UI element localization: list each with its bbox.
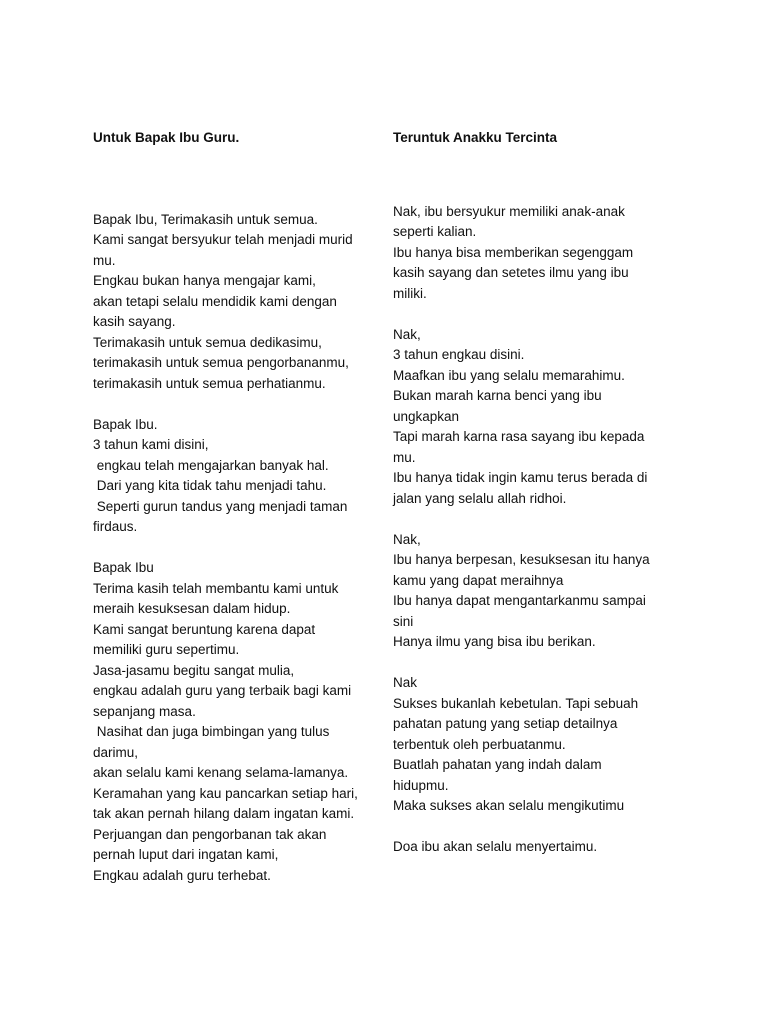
poem-line: darimu, [93, 744, 139, 760]
poem-line: Nak [393, 675, 418, 690]
stanza [393, 530, 673, 653]
stanza [393, 202, 673, 305]
poem-line: Terima kasih telah membantu kami untuk [93, 580, 339, 596]
left-poem-title: Untuk Bapak Ibu Guru. [93, 130, 240, 145]
right-poem-body [393, 202, 673, 858]
poem-line: Doa ibu akan selalu menyertaimu. [393, 839, 598, 854]
poem-line: akan tetapi selalu mendidik kami dengan [93, 293, 337, 309]
stanza [93, 558, 378, 886]
poem-line: Bapak Ibu [93, 560, 154, 575]
poem-line: mu. [93, 252, 116, 268]
poem-line: Bapak Ibu, Terimakasih untuk semua. [93, 211, 318, 227]
poem-line: akan selalu kami kenang selama-lamanya. [93, 765, 349, 780]
poem-line: kamu yang dapat meraihnya [393, 572, 564, 588]
poem-line: terbentuk oleh perbuatanmu. [393, 736, 566, 752]
poem-line: pahatan patung yang setiap detailnya [393, 716, 618, 731]
poem-line: Ibu hanya bisa memberikan segenggam [393, 244, 634, 260]
poem-line: terimakasih untuk semua perhatianmu. [93, 375, 326, 391]
poem-line: Bukan marah karna benci yang ibu [393, 388, 602, 403]
poem-line: Nak, [393, 531, 421, 547]
poem-line: Tapi marah karna rasa sayang ibu kepada [393, 429, 645, 444]
poem-line: ungkapkan [393, 408, 460, 424]
poem-line: Ibu hanya dapat mengantarkanmu sampai [393, 593, 646, 608]
poem-line: Buatlah pahatan yang indah dalam [393, 757, 602, 772]
poem-line: tak akan pernah hilang dalam ingatan kami. [93, 806, 355, 821]
poem-line: Kami sangat bersyukur telah menjadi murid [93, 232, 353, 247]
stanza [393, 673, 673, 817]
poem-line: terimakasih untuk semua pengorbananmu, [93, 355, 349, 370]
stanza [393, 325, 673, 510]
poem-line: Nak, ibu bersyukur memiliki anak-anak [393, 203, 625, 219]
poem-line: kasih sayang dan setetes ilmu yang ibu [393, 265, 629, 280]
poem-line: memiliki guru sepertimu. [93, 642, 240, 657]
poem-line: Seperti gurun tandus yang menjadi taman [93, 498, 348, 514]
left-poem-body [93, 210, 378, 887]
poem-line: pernah luput dari ingatan kami, [93, 847, 279, 862]
poem-line: Jasa-jasamu begitu sangat mulia, [93, 662, 295, 678]
poem-line: Terimakasih untuk semua dedikasimu, [93, 334, 322, 350]
right-poem-title: Teruntuk Anakku Tercinta [393, 130, 558, 145]
poem-line: 3 tahun engkau disini. [393, 347, 525, 362]
poem-line: Bapak Ibu. [93, 416, 158, 432]
poem-line: miliki. [393, 285, 427, 301]
poem-line: engkau telah mengajarkan banyak hal. [93, 457, 329, 473]
right-column-poem [393, 87, 673, 878]
poem-line: Hanya ilmu yang bisa ibu berikan. [393, 634, 596, 649]
stanza [393, 837, 673, 858]
poem-line: sini [393, 613, 414, 629]
poem-line: Engkau bukan hanya mengajar kami, [93, 273, 316, 288]
poem-line: Nasihat dan juga bimbingan yang tulus [93, 724, 330, 739]
poem-line: firdaus. [93, 519, 138, 534]
poem-line: Keramahan yang kau pancarkan setiap hari, [93, 785, 358, 801]
poem-line: Engkau adalah guru terhebat. [93, 867, 271, 883]
poem-line: jalan yang selalu allah ridhoi. [393, 490, 567, 506]
poem-line: 3 tahun kami disini, [93, 437, 209, 452]
poem-line: sepanjang masa. [93, 703, 196, 719]
poem-line: Maka sukses akan selalu mengikutimu [393, 798, 625, 813]
poem-line: kasih sayang. [93, 314, 176, 329]
poem-line: mu. [393, 449, 416, 465]
poem-line: engkau adalah guru yang terbaik bagi kami [93, 683, 352, 698]
poem-line: Kami sangat beruntung karena dapat [93, 621, 316, 637]
poem-line: Ibu hanya tidak ingin kamu terus berada di [393, 470, 648, 485]
poem-line: seperti kalian. [393, 224, 477, 239]
poem-line: Perjuangan dan pengorbanan tak akan [93, 826, 327, 842]
left-column-poem [93, 87, 378, 907]
stanza [93, 210, 378, 395]
poem-line: Sukses bukanlah kebetulan. Tapi sebuah [393, 695, 639, 711]
poem-line: hidupmu. [393, 777, 449, 793]
stanza [93, 415, 378, 538]
poem-line: Nak, [393, 326, 421, 342]
poem-line: Ibu hanya berpesan, kesuksesan itu hanya [393, 552, 650, 567]
poem-line: meraih kesuksesan dalam hidup. [93, 601, 291, 616]
poem-line: Maafkan ibu yang selalu memarahimu. [393, 367, 625, 383]
poem-line: Dari yang kita tidak tahu menjadi tahu. [93, 478, 327, 493]
